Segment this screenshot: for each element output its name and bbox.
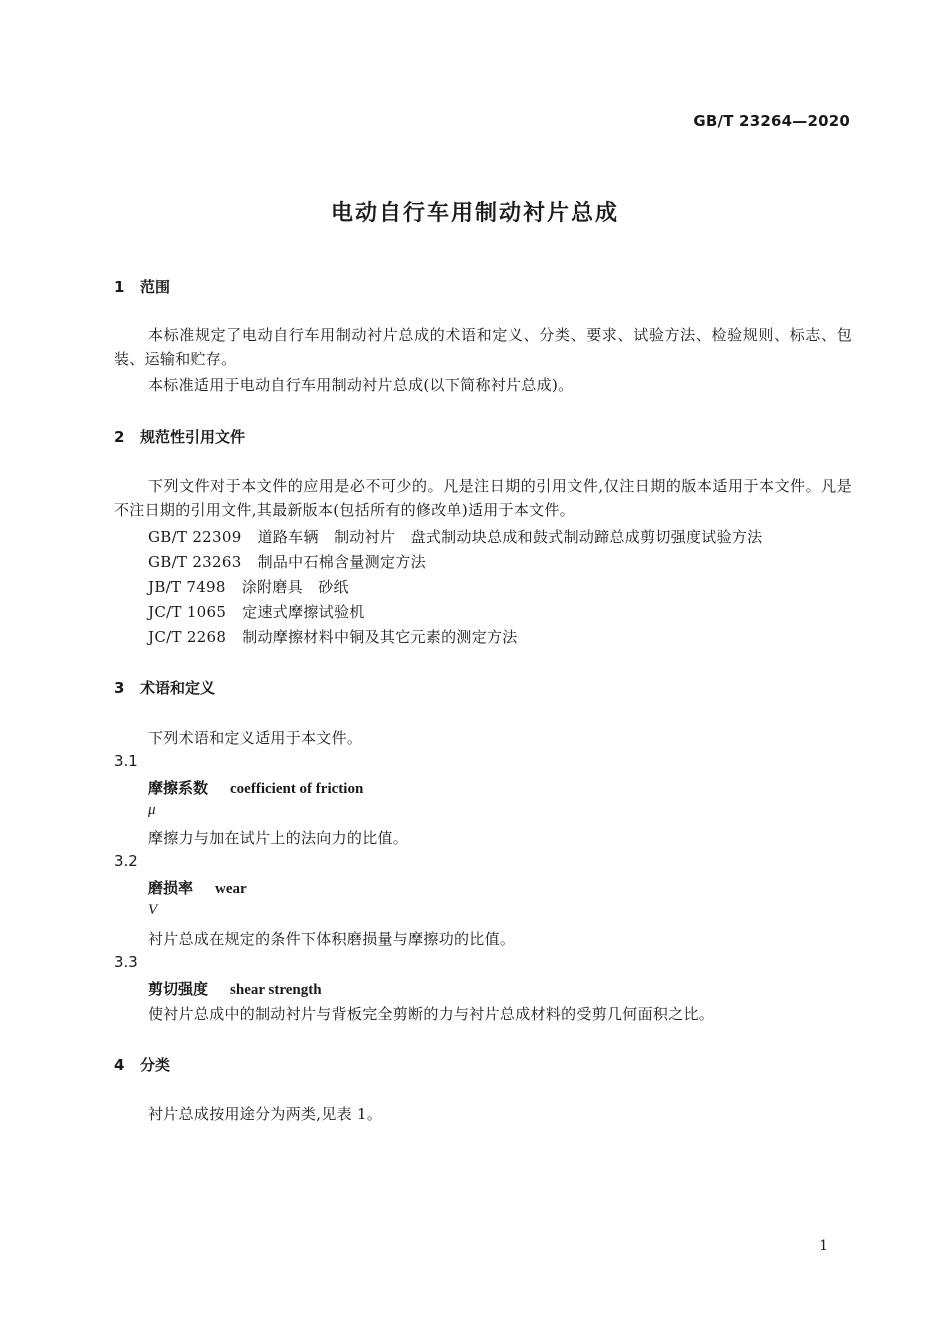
reference-code: JC/T 1065	[148, 603, 227, 621]
term-heading	[148, 877, 247, 898]
term-number: 3.3	[114, 953, 138, 971]
reference-code: JB/T 7498	[148, 578, 226, 596]
reference-title: 涂附磨具 砂纸	[241, 578, 349, 596]
section-heading-normative	[114, 426, 245, 447]
term-chinese: 摩擦系数	[148, 779, 209, 797]
section-number: 2	[114, 428, 125, 446]
reference-item	[148, 551, 426, 572]
term-number: 3.2	[114, 852, 138, 870]
term-english: coefficient of friction	[230, 781, 364, 797]
section-title: 分类	[140, 1056, 171, 1074]
term-definition: 摩擦力与加在试片上的法向力的比值。	[148, 829, 409, 847]
section-title: 范围	[140, 278, 171, 296]
term-definition: 衬片总成在规定的条件下体积磨损量与摩擦功的比值。	[148, 930, 516, 948]
section-heading-scope	[114, 276, 170, 297]
section-heading-classification	[114, 1054, 170, 1075]
section-number: 4	[114, 1056, 125, 1074]
term-symbol: V	[148, 902, 158, 918]
standard-code: GB/T 23264—2020	[693, 112, 850, 130]
reference-code: GB/T 23263	[148, 553, 242, 571]
term-chinese: 剪切强度	[148, 980, 209, 998]
scope-paragraph-1: 本标准规定了电动自行车用制动衬片总成的术语和定义、分类、要求、试验方法、检验规则、标志、包装、运输和贮存。	[114, 326, 852, 368]
normative-intro: 下列文件对于本文件的应用是必不可少的。凡是注日期的引用文件,仅注日期的版本适用于本文件。凡是不注日期的引用文件,其最新版本(包括所有的修改单)适用于本文件。	[114, 477, 852, 519]
section-number: 1	[114, 278, 125, 296]
reference-item	[148, 601, 365, 622]
reference-title: 定速式摩擦试验机	[242, 603, 365, 621]
reference-item	[148, 576, 349, 597]
section-number: 3	[114, 679, 125, 697]
classification-paragraph: 衬片总成按用途分为两类,见表 1。	[148, 1105, 383, 1123]
reference-title: 制动摩擦材料中铜及其它元素的测定方法	[242, 628, 518, 646]
term-chinese: 磨损率	[148, 879, 194, 897]
term-english: shear strength	[230, 982, 322, 998]
reference-title: 制品中石棉含量测定方法	[257, 553, 426, 571]
term-heading	[148, 978, 322, 999]
scope-paragraph-2: 本标准适用于电动自行车用制动衬片总成(以下简称衬片总成)。	[148, 376, 574, 394]
document-title: 电动自行车用制动衬片总成	[330, 201, 619, 226]
reference-title: 道路车辆 制动衬片 盘式制动块总成和鼓式制动蹄总成剪切强度试验方法	[257, 528, 763, 546]
term-english: wear	[215, 881, 247, 897]
reference-item	[148, 626, 518, 647]
page-number: 1	[819, 1238, 828, 1254]
reference-item	[148, 526, 762, 547]
terms-intro: 下列术语和定义适用于本文件。	[148, 729, 363, 747]
section-title: 术语和定义	[140, 679, 216, 697]
term-heading	[148, 777, 363, 798]
term-definition: 使衬片总成中的制动衬片与背板完全剪断的力与衬片总成材料的受剪几何面积之比。	[148, 1005, 715, 1023]
term-number: 3.1	[114, 752, 138, 770]
section-heading-terms	[114, 677, 215, 698]
reference-code: JC/T 2268	[148, 628, 227, 646]
section-title: 规范性引用文件	[140, 428, 246, 446]
term-symbol: μ	[148, 802, 156, 818]
reference-code: GB/T 22309	[148, 528, 242, 546]
